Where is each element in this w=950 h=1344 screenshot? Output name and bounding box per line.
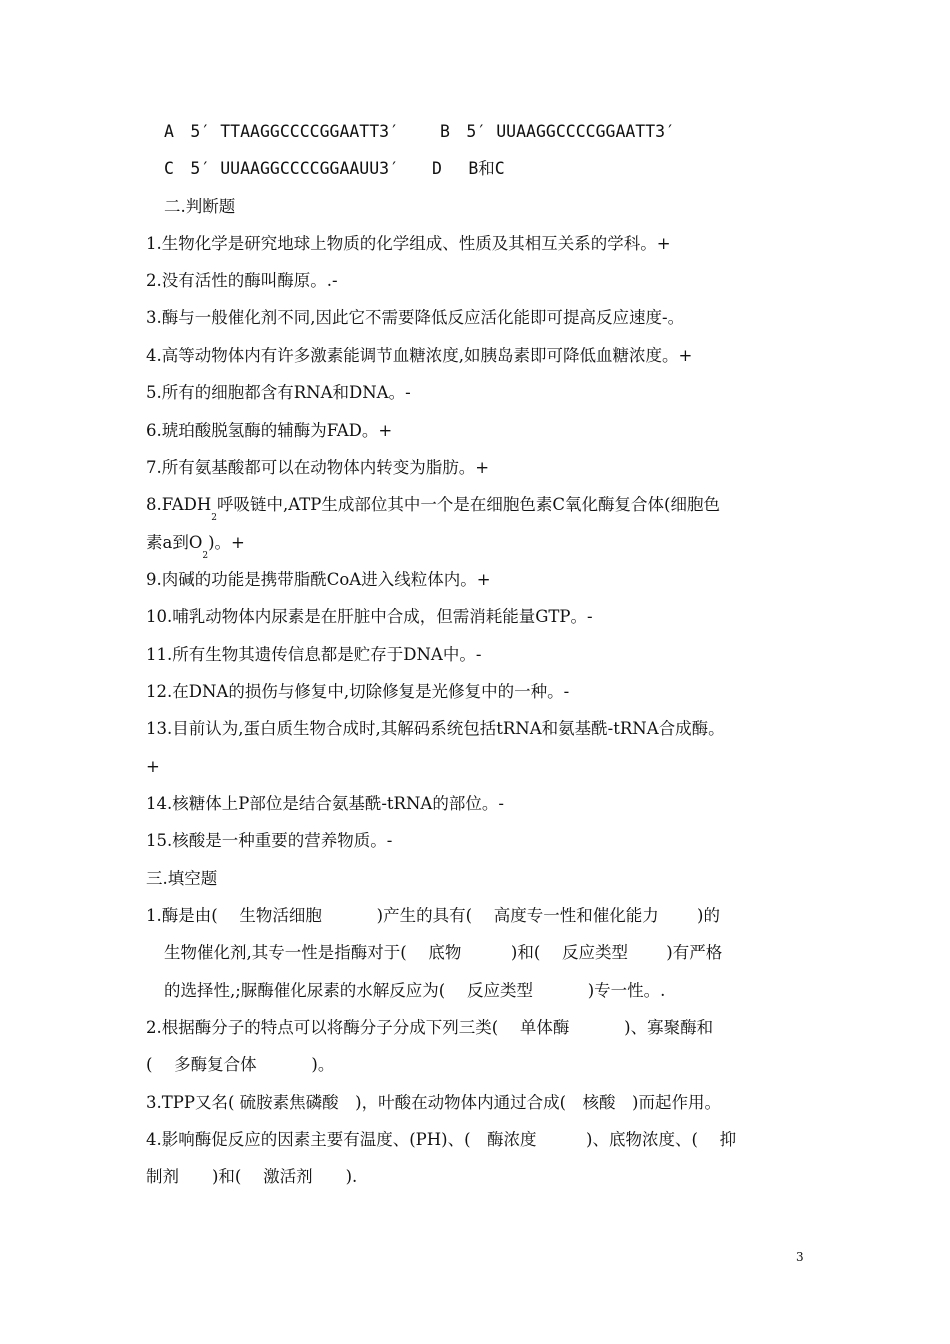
page-number: 3 <box>796 1250 804 1264</box>
subscript: 2 <box>202 551 209 561</box>
judgment-item: 14.核糖体上P部位是结合氨基酰-tRNA的部位。- <box>146 794 504 813</box>
fill-item-continuation: ( 多酶复合体 )。 <box>146 1055 335 1074</box>
judgment-item-continuation: + <box>146 757 160 776</box>
judgment-item: 1.生物化学是研究地球上物质的化学组成、性质及其相互关系的学科。+ <box>146 234 671 253</box>
judgment-item: 12.在DNA的损伤与修复中,切除修复是光修复中的一种。- <box>146 682 570 701</box>
judgment-item: 6.琥珀酸脱氢酶的辅酶为FAD。+ <box>146 421 393 440</box>
judgment-text: 8.FADH <box>146 495 212 514</box>
option-d: D B和C <box>432 159 505 178</box>
judgment-text: 素a到O <box>146 533 203 552</box>
judgment-item: 11.所有生物其遗传信息都是贮存于DNA中。- <box>146 645 482 664</box>
judgment-item: 5.所有的细胞都含有RNA和DNA。- <box>146 383 411 402</box>
section-title-judgment: 二.判断题 <box>164 197 236 216</box>
option-c: C 5′ UUAAGGCCCCGGAAUU3′ <box>164 159 400 178</box>
judgment-text: )。+ <box>208 533 245 552</box>
judgment-item: 2.没有活性的酶叫酶原。.- <box>146 271 338 290</box>
judgment-item: 7.所有氨基酸都可以在动物体内转变为脂肪。+ <box>146 458 490 477</box>
judgment-item-8-line2 <box>146 532 245 561</box>
judgment-item-8-line1 <box>146 494 720 523</box>
fill-item: 3.TPP又名( 硫胺素焦磷酸 )，叶酸在动物体内通过合成( 核酸 )而起作用。 <box>146 1093 721 1112</box>
section-title-fill: 三.填空题 <box>146 869 218 888</box>
judgment-text: 呼吸链中,ATP生成部位其中一个是在细胞色素C氧化酶复合体(细胞色 <box>217 495 720 514</box>
judgment-item: 10.哺乳动物体内尿素是在肝脏中合成，但需消耗能量GTP。- <box>146 607 593 626</box>
fill-item-continuation: 制剂 )和( 激活剂 ). <box>146 1167 358 1186</box>
judgment-item: 13.目前认为,蛋白质生物合成时,其解码系统包括tRNA和氨基酰-tRNA合成酶。 <box>146 719 725 738</box>
fill-item-continuation: 生物催化剂,其专一性是指酶对于( 底物 )和( 反应类型 )有严格 <box>164 943 723 962</box>
subscript: 2 <box>211 513 218 523</box>
judgment-item: 15.核酸是一种重要的营养物质。- <box>146 831 393 850</box>
fill-item: 4.影响酶促反应的因素主要有温度、(PH)、( 酶浓度 )、底物浓度、( 抑 <box>146 1130 737 1149</box>
option-a: A 5′ TTAAGGCCCCGGAATT3′ <box>164 122 400 141</box>
judgment-item: 3.酶与一般催化剂不同,因此它不需要降低反应活化能即可提高反应速度-。 <box>146 308 685 327</box>
fill-item: 1.酶是由( 生物活细胞 )产生的具有( 高度专一性和催化能力 )的 <box>146 906 720 925</box>
judgment-item: 9.肉碱的功能是携带脂酰CoA进入线粒体内。+ <box>146 570 491 589</box>
fill-item: 2.根据酶分子的特点可以将酶分子分成下列三类( 单体酶 )、寡聚酶和 <box>146 1018 714 1037</box>
judgment-item: 4.高等动物体内有许多激素能调节血糖浓度,如胰岛素即可降低血糖浓度。+ <box>146 346 693 365</box>
option-b: B 5′ UUAAGGCCCCGGAATT3′ <box>440 122 676 141</box>
fill-item-continuation: 的选择性,;脲酶催化尿素的水解反应为( 反应类型 )专一性。. <box>164 981 666 1000</box>
